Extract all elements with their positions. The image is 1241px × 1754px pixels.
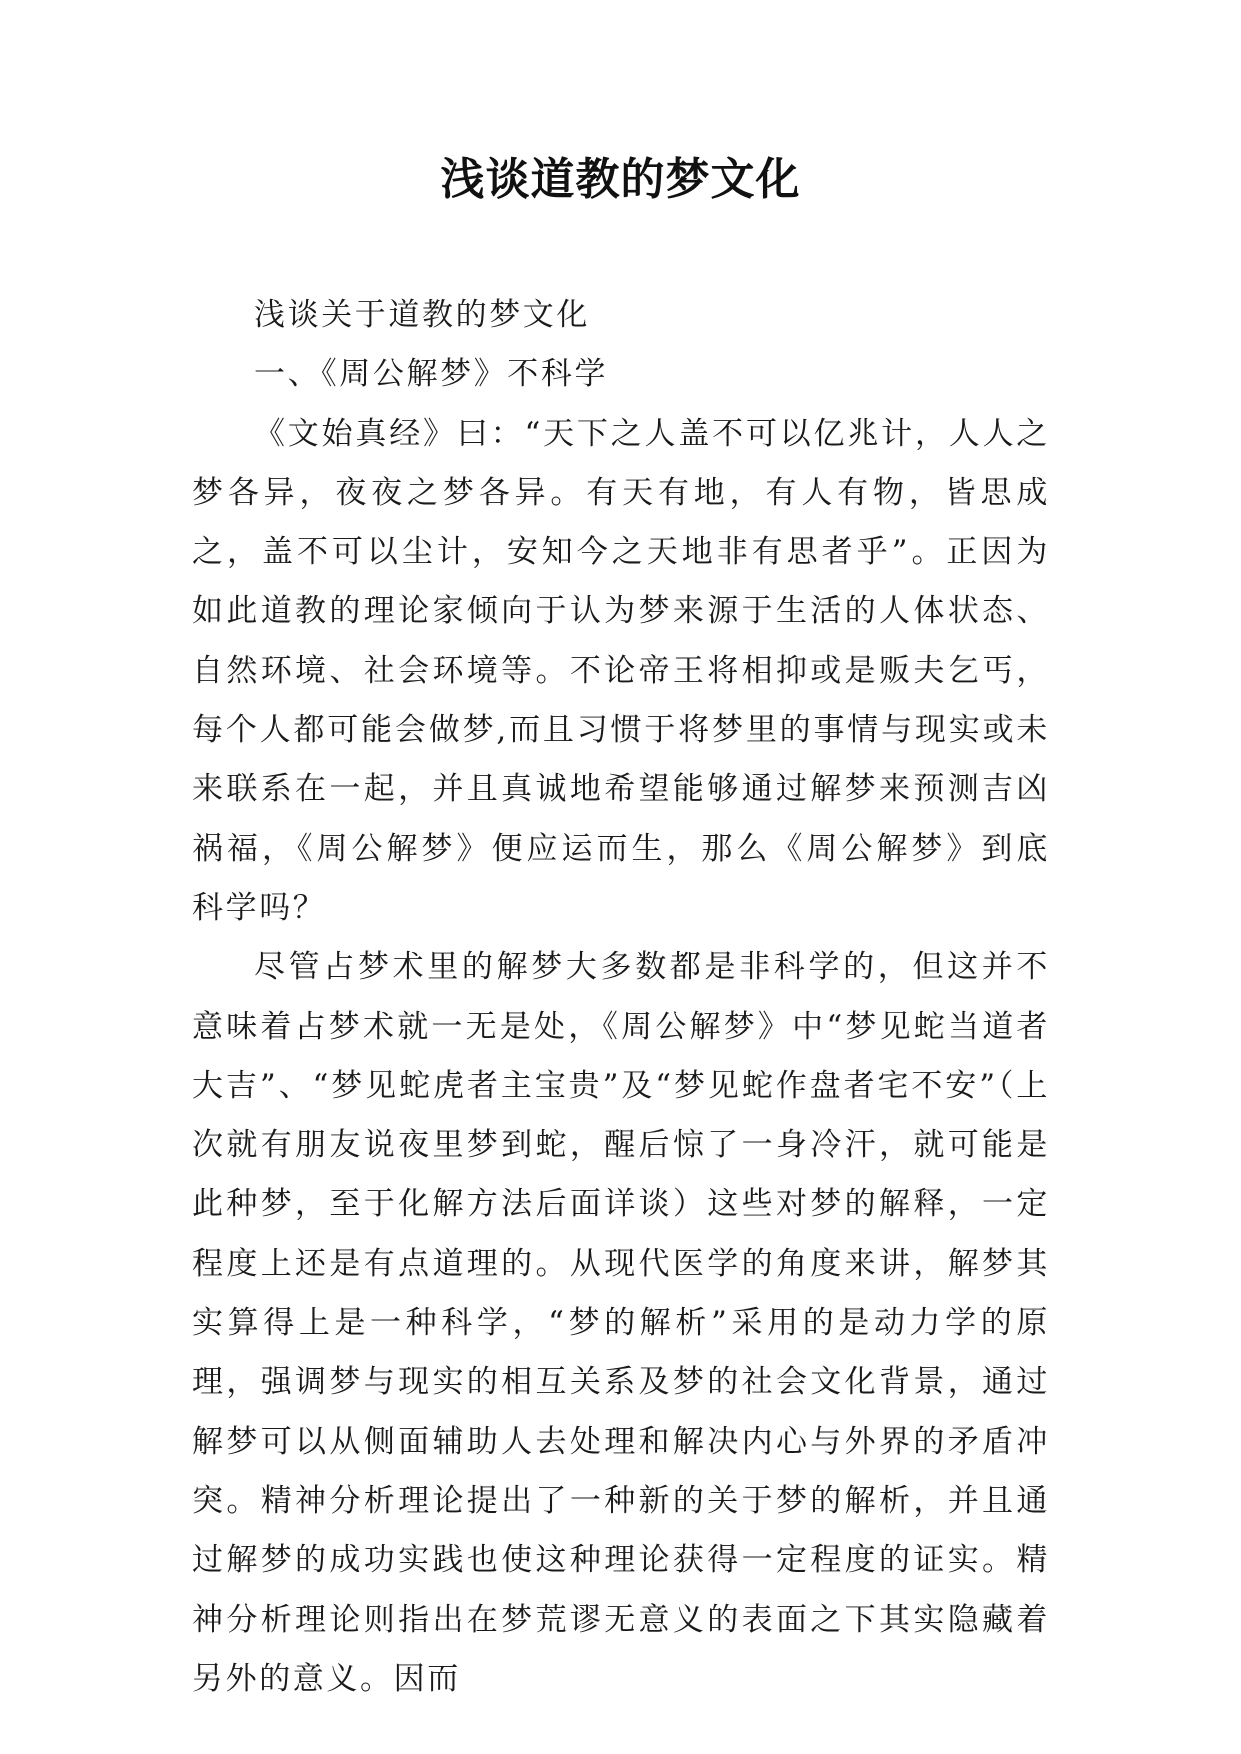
document-title: 浅谈道教的梦文化	[440, 154, 801, 205]
subtitle-paragraph: 浅谈关于道教的梦文化	[254, 297, 590, 333]
body-paragraph: 尽管占梦术里的解梦大多数都是非科学的，但这并不意味着占梦术就一无是处，《周公解梦》中“梦见蛇当道者大吉”、“梦见蛇虎者主宝贵”及“梦见蛇作盘者宅不安”（上次就有朋友说夜里梦到蛇，醒后惊了一身冷汗，就可能是此种梦，至于化解方法后面详谈）这些对梦的解释，一定程度上还是有点道理的。从现代医学的角度来讲，解梦其实算得上是一种科学，“梦的解析”采用的是动力学的原理，强调梦与现实的相互关系及梦的社会文化背景，通过解梦可以从侧面辅助人去处理和解决内心与外界的矛盾冲突。精神分析理论提出了一种新的关于梦的解析，并且通过解梦的成功实践也使这种理论获得一定程度的证实。精神分析理论则指出在梦荒谬无意义的表面之下其实隐藏着另外的意义。因而	[192, 949, 1050, 1697]
section-heading: 一、《周公解梦》不科学	[254, 356, 609, 393]
document-body	[192, 286, 1050, 1709]
body-paragraph: 《文始真经》曰：“天下之人盖不可以亿兆计，人人之梦各异，夜夜之梦各异。有天有地，有人有物，皆思成之，盖不可以尘计，安知今之天地非有思者乎”。正因为如此道教的理论家倾向于认为梦来源于生活的人体状态、自然环境、社会环境等。不论帝王将相抑或是贩夫乞丐，每个人都可能会做梦,而且习惯于将梦里的事情与现实或未来联系在一起，并且真诚地希望能够通过解梦来预测吉凶祸福，《周公解梦》便应运而生，那么《周公解梦》到底科学吗？	[192, 415, 1050, 926]
